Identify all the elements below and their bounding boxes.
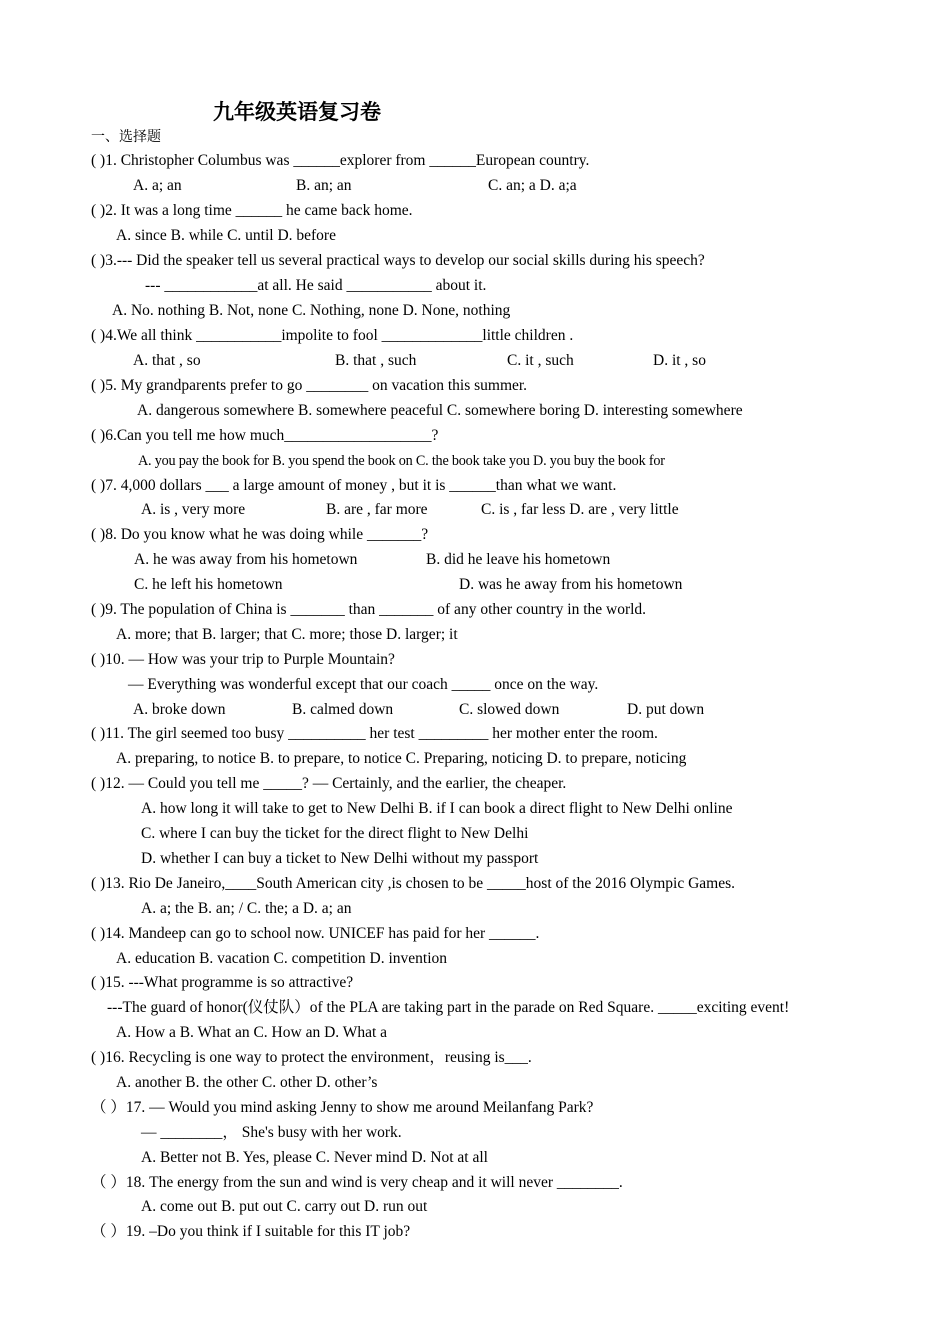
question-6: ( )6.Can you tell me how much___________________? bbox=[91, 427, 439, 444]
q10-option-a: A. broke down bbox=[133, 701, 226, 718]
question-12: ( )12. — Could you tell me _____? — Certainly, and the earlier, the cheaper. bbox=[91, 775, 567, 792]
q10-option-b: B. calmed down bbox=[292, 701, 394, 718]
q10-reply: — Everything was wonderful except that our coach _____ once on the way. bbox=[128, 676, 599, 693]
q8-option-d: D. was he away from his hometown bbox=[459, 576, 683, 593]
q3-reply: --- ____________at all. He said ___________ about it. bbox=[145, 277, 487, 294]
question-9: ( )9. The population of China is _______ than _______ of any other country in the world. bbox=[91, 601, 647, 618]
question-4: ( )4.We all think ___________impolite to fool _____________little children . bbox=[91, 327, 574, 344]
q10-option-d: D. put down bbox=[627, 701, 705, 718]
question-3: ( )3.--- Did the speaker tell us several practical ways to develop our social skills during his speech? bbox=[91, 252, 705, 269]
q8-option-c: C. he left his hometown bbox=[134, 576, 283, 593]
q17-options: A. Better not B. Yes, please C. Never mind D. Not at all bbox=[141, 1149, 488, 1166]
q17-reply: — ________， She's busy with her work. bbox=[141, 1124, 402, 1141]
question-16: ( )16. Recycling is one way to protect the environment，reusing is___. bbox=[91, 1049, 532, 1066]
q4-option-a: A. that , so bbox=[133, 352, 201, 369]
question-5: ( )5. My grandparents prefer to go ________ on vacation this summer. bbox=[91, 377, 528, 394]
question-11: ( )11. The girl seemed too busy __________ her test _________ her mother enter the room. bbox=[91, 725, 658, 742]
q3-options: A. No. nothing B. Not, none C. Nothing, none D. None, nothing bbox=[112, 302, 511, 319]
q4-option-c: C. it , such bbox=[507, 352, 574, 369]
q12-option-d: D. whether I can buy a ticket to New Delhi without my passport bbox=[141, 850, 539, 867]
q13-options: A. a; the B. an; / C. the; a D. a; an bbox=[141, 900, 352, 917]
q1-option-b: B. an; an bbox=[296, 177, 352, 194]
q1-option-a: A. a; an bbox=[133, 177, 182, 194]
q18-options: A. come out B. put out C. carry out D. run out bbox=[141, 1198, 428, 1215]
q6-options: A. you pay the book for B. you spend the book on C. the book take you D. you buy the book for bbox=[138, 453, 665, 469]
question-8: ( )8. Do you know what he was doing while _______? bbox=[91, 526, 429, 543]
question-18: （ ）18. The energy from the sun and wind is very cheap and it will never ________. bbox=[91, 1174, 623, 1191]
q15-options: A. How a B. What an C. How an D. What a bbox=[116, 1024, 388, 1041]
q10-option-c: C. slowed down bbox=[459, 701, 560, 718]
q8-option-b: B. did he leave his hometown bbox=[426, 551, 611, 568]
question-2: ( )2. It was a long time ______ he came back home. bbox=[91, 202, 413, 219]
q1-options-cd: C. an; a D. a;a bbox=[488, 177, 577, 194]
q12-options-ab: A. how long it will take to get to New Delhi B. if I can book a direct flight to New Delhi online bbox=[141, 800, 733, 817]
q4-option-b: B. that , such bbox=[335, 352, 417, 369]
q9-options: A. more; that B. larger; that C. more; those D. larger; it bbox=[116, 626, 458, 643]
q11-options: A. preparing, to notice B. to prepare, to notice C. Preparing, noticing D. to prepare, noticing bbox=[116, 750, 687, 767]
q12-option-c: C. where I can buy the ticket for the direct flight to New Delhi bbox=[141, 825, 529, 842]
q5-options: A. dangerous somewhere B. somewhere peaceful C. somewhere boring D. interesting somewhere bbox=[137, 402, 743, 419]
question-1: ( )1. Christopher Columbus was ______explorer from ______European country. bbox=[91, 152, 590, 169]
question-19: （ ）19. –Do you think if I suitable for this IT job? bbox=[91, 1223, 411, 1240]
q8-option-a: A. he was away from his hometown bbox=[134, 551, 358, 568]
q2-options: A. since B. while C. until D. before bbox=[116, 227, 336, 244]
q4-option-d: D. it , so bbox=[653, 352, 706, 369]
q7-options-cd: C. is , far less D. are , very little bbox=[481, 501, 679, 518]
question-17: （ ）17. — Would you mind asking Jenny to show me around Meilanfang Park? bbox=[91, 1099, 594, 1116]
question-14: ( )14. Mandeep can go to school now. UNICEF has paid for her ______. bbox=[91, 925, 540, 942]
q14-options: A. education B. vacation C. competition D. invention bbox=[116, 950, 448, 967]
question-10: ( )10. — How was your trip to Purple Mountain? bbox=[91, 651, 395, 668]
section-heading: 一、选择题 bbox=[91, 129, 161, 145]
q16-options: A. another B. the other C. other D. other’s bbox=[116, 1074, 378, 1091]
q15-reply: ---The guard of honor(仪仗队）of the PLA are taking part in the parade on Red Square. _____exciting event! bbox=[107, 999, 790, 1016]
page-title: 九年级英语复习卷 bbox=[213, 100, 381, 124]
question-15: ( )15. ---What programme is so attractive? bbox=[91, 974, 354, 991]
question-13: ( )13. Rio De Janeiro,____South American city ,is chosen to be _____host of the 2016 Olympic Games. bbox=[91, 875, 736, 892]
q7-option-b: B. are , far more bbox=[326, 501, 428, 518]
q7-option-a: A. is , very more bbox=[141, 501, 246, 518]
question-7: ( )7. 4,000 dollars ___ a large amount of money , but it is ______than what we want. bbox=[91, 477, 617, 494]
